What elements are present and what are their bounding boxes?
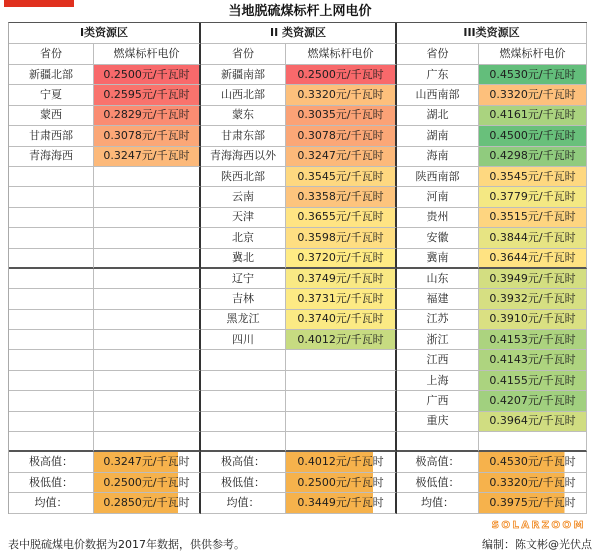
province-cell: 陕西南部	[397, 167, 479, 187]
summary-value-max: 0.4012元/千瓦时	[286, 452, 397, 472]
province-cell: 广西	[397, 391, 479, 411]
price-cell: 0.3598元/千瓦时	[286, 228, 397, 248]
empty-cell	[201, 350, 286, 370]
empty-cell	[94, 330, 201, 350]
price-cell: 0.4207元/千瓦时	[479, 391, 587, 411]
summary-value-max: 0.3247元/千瓦时	[94, 452, 201, 472]
empty-cell	[94, 208, 201, 228]
price-cell: 0.3320元/千瓦时	[479, 85, 587, 105]
province-cell: 重庆	[397, 412, 479, 432]
price-cell: 0.4153元/千瓦时	[479, 330, 587, 350]
price-cell: 0.2829元/千瓦时	[94, 106, 201, 126]
province-cell: 青海海西以外	[201, 147, 286, 167]
summary-label-mean: 均值：	[9, 493, 94, 513]
zone-2-header: II 类资源区	[201, 23, 397, 44]
price-cell: 0.3545元/千瓦时	[286, 167, 397, 187]
province-cell: 浙江	[397, 330, 479, 350]
empty-cell	[397, 432, 479, 452]
empty-cell	[9, 208, 94, 228]
empty-cell	[9, 310, 94, 330]
price-cell: 0.3655元/千瓦时	[286, 208, 397, 228]
price-cell: 0.3749元/千瓦时	[286, 269, 397, 289]
zone-3-header: III类资源区	[397, 23, 587, 44]
province-cell: 云南	[201, 187, 286, 207]
zone-1-header: I类资源区	[9, 23, 201, 44]
empty-cell	[286, 391, 397, 411]
province-column-header: 省份	[9, 44, 94, 65]
province-cell: 北京	[201, 228, 286, 248]
summary-value-max: 0.4530元/千瓦时	[479, 452, 587, 472]
empty-cell	[94, 350, 201, 370]
empty-cell	[9, 187, 94, 207]
empty-cell	[94, 187, 201, 207]
empty-cell	[94, 310, 201, 330]
price-cell: 0.2500元/千瓦时	[286, 65, 397, 85]
province-cell: 四川	[201, 330, 286, 350]
province-cell: 海南	[397, 147, 479, 167]
price-cell: 0.4161元/千瓦时	[479, 106, 587, 126]
province-cell: 新疆南部	[201, 65, 286, 85]
empty-cell	[94, 269, 201, 289]
solarzoom-watermark: SOLARZOOM	[491, 520, 586, 531]
province-column-header: 省份	[397, 44, 479, 65]
empty-cell	[201, 391, 286, 411]
province-cell: 山东	[397, 269, 479, 289]
price-cell: 0.3932元/千瓦时	[479, 289, 587, 309]
empty-cell	[9, 330, 94, 350]
price-cell: 0.4012元/千瓦时	[286, 330, 397, 350]
empty-cell	[94, 228, 201, 248]
summary-label-min: 极低值：	[397, 473, 479, 493]
province-cell: 新疆北部	[9, 65, 94, 85]
price-cell: 0.2595元/千瓦时	[94, 85, 201, 105]
price-table	[8, 22, 587, 514]
summary-label-max: 极高值：	[397, 452, 479, 472]
province-cell: 青海海西	[9, 147, 94, 167]
summary-value-mean: 0.3975元/千瓦时	[479, 493, 587, 513]
price-column-header: 燃煤标杆电价	[286, 44, 397, 65]
empty-cell	[9, 167, 94, 187]
price-cell: 0.3644元/千瓦时	[479, 249, 587, 269]
table-title: 当地脱硫煤标杆上网电价	[228, 4, 372, 19]
province-cell: 福建	[397, 289, 479, 309]
price-cell: 0.3964元/千瓦时	[479, 412, 587, 432]
price-cell: 0.4530元/千瓦时	[479, 65, 587, 85]
price-cell: 0.3949元/千瓦时	[479, 269, 587, 289]
price-cell: 0.4143元/千瓦时	[479, 350, 587, 370]
empty-cell	[286, 350, 397, 370]
empty-cell	[9, 249, 94, 269]
price-cell: 0.3731元/千瓦时	[286, 289, 397, 309]
price-cell: 0.3035元/千瓦时	[286, 106, 397, 126]
province-cell: 宁夏	[9, 85, 94, 105]
price-cell: 0.2500元/千瓦时	[94, 65, 201, 85]
province-cell: 天津	[201, 208, 286, 228]
summary-label-mean: 均值：	[201, 493, 286, 513]
price-cell: 0.3247元/千瓦时	[286, 147, 397, 167]
summary-label-max: 极高值：	[201, 452, 286, 472]
summary-value-mean: 0.3449元/千瓦时	[286, 493, 397, 513]
province-cell: 黑龙江	[201, 310, 286, 330]
province-cell: 山西南部	[397, 85, 479, 105]
province-cell: 河南	[397, 187, 479, 207]
province-cell: 甘肃东部	[201, 126, 286, 146]
price-cell: 0.3910元/千瓦时	[479, 310, 587, 330]
price-cell: 0.3720元/千瓦时	[286, 249, 397, 269]
empty-cell	[9, 269, 94, 289]
province-cell: 贵州	[397, 208, 479, 228]
summary-label-mean: 均值：	[397, 493, 479, 513]
empty-cell	[94, 289, 201, 309]
price-cell: 0.3078元/千瓦时	[94, 126, 201, 146]
summary-label-min: 极低值：	[9, 473, 94, 493]
empty-cell	[286, 412, 397, 432]
province-cell: 山西北部	[201, 85, 286, 105]
empty-cell	[286, 371, 397, 391]
province-cell: 辽宁	[201, 269, 286, 289]
summary-value-min: 0.2500元/千瓦时	[286, 473, 397, 493]
summary-label-min: 极低值：	[201, 473, 286, 493]
empty-cell	[9, 228, 94, 248]
summary-value-mean: 0.2850元/千瓦时	[94, 493, 201, 513]
province-cell: 陕西北部	[201, 167, 286, 187]
empty-cell	[9, 350, 94, 370]
province-cell: 湖北	[397, 106, 479, 126]
price-cell: 0.3515元/千瓦时	[479, 208, 587, 228]
price-cell: 0.3844元/千瓦时	[479, 228, 587, 248]
price-cell: 0.4298元/千瓦时	[479, 147, 587, 167]
province-cell: 广东	[397, 65, 479, 85]
summary-value-min: 0.3320元/千瓦时	[479, 473, 587, 493]
price-column-header: 燃煤标杆电价	[94, 44, 201, 65]
empty-cell	[9, 432, 94, 452]
empty-cell	[201, 371, 286, 391]
province-cell: 上海	[397, 371, 479, 391]
province-cell: 蒙西	[9, 106, 94, 126]
price-cell: 0.4155元/千瓦时	[479, 371, 587, 391]
price-cell: 0.3740元/千瓦时	[286, 310, 397, 330]
empty-cell	[94, 391, 201, 411]
price-cell: 0.3247元/千瓦时	[94, 147, 201, 167]
province-cell: 吉林	[201, 289, 286, 309]
price-column-header: 燃煤标杆电价	[479, 44, 587, 65]
summary-value-min: 0.2500元/千瓦时	[94, 473, 201, 493]
summary-label-max: 极高值：	[9, 452, 94, 472]
footer-note: 表中脱硫煤电价数据为2017年数据，供供参考。	[8, 538, 245, 551]
province-cell: 冀南	[397, 249, 479, 269]
empty-cell	[9, 289, 94, 309]
province-cell: 甘肃西部	[9, 126, 94, 146]
empty-cell	[94, 371, 201, 391]
province-cell: 安徽	[397, 228, 479, 248]
empty-cell	[9, 412, 94, 432]
price-cell: 0.3078元/千瓦时	[286, 126, 397, 146]
footer-credit: 编制：陈文彬@光伏点	[482, 538, 592, 551]
province-cell: 江西	[397, 350, 479, 370]
price-cell: 0.3779元/千瓦时	[479, 187, 587, 207]
province-cell: 冀北	[201, 249, 286, 269]
province-cell: 江苏	[397, 310, 479, 330]
province-cell: 湖南	[397, 126, 479, 146]
price-cell: 0.3545元/千瓦时	[479, 167, 587, 187]
price-cell: 0.3320元/千瓦时	[286, 85, 397, 105]
empty-cell	[94, 167, 201, 187]
empty-cell	[201, 432, 286, 452]
empty-cell	[94, 249, 201, 269]
empty-cell	[9, 371, 94, 391]
empty-cell	[201, 412, 286, 432]
empty-cell	[9, 391, 94, 411]
empty-cell	[286, 432, 397, 452]
empty-cell	[94, 412, 201, 432]
province-column-header: 省份	[201, 44, 286, 65]
province-cell: 蒙东	[201, 106, 286, 126]
empty-cell	[94, 432, 201, 452]
price-cell: 0.3358元/千瓦时	[286, 187, 397, 207]
empty-cell	[479, 432, 587, 452]
price-cell: 0.4500元/千瓦时	[479, 126, 587, 146]
